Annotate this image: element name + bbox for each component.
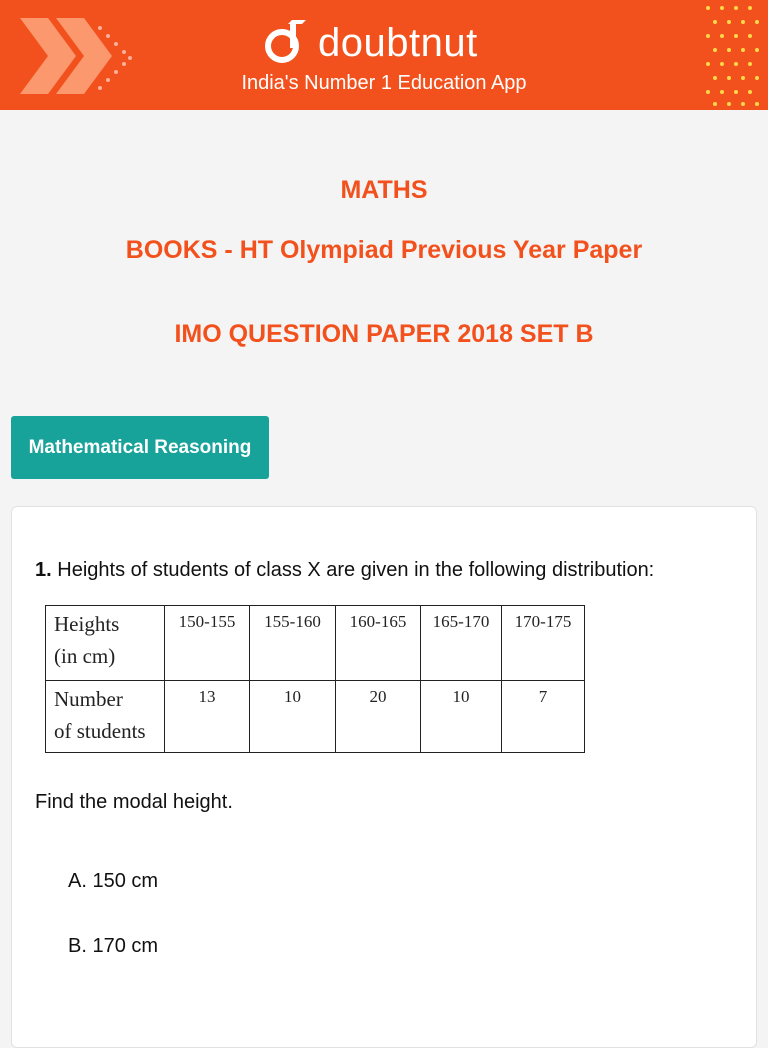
table-cell: 155-160 [250,606,336,681]
table-cell: 20 [336,681,421,753]
table-row-header: Number of students [46,681,165,753]
table-row [46,606,585,681]
brand-logo[interactable] [262,20,478,66]
question-text [35,559,735,582]
table-cell: 13 [165,681,250,753]
brand-name: doubtnut [318,21,478,65]
table-cell: 7 [502,681,585,753]
doubtnut-logo-icon [262,20,308,66]
question-prompt: Find the modal height. [35,791,233,813]
subject-title: MATHS [340,176,428,204]
table-cell: 160-165 [336,606,421,681]
question-number: 1. [35,559,52,581]
section-chip[interactable]: Mathematical Reasoning [11,416,269,479]
table-row-header: Heights (in cm) [46,606,165,681]
book-title: BOOKS - HT Olympiad Previous Year Paper [125,236,643,264]
option-a[interactable]: A. 150 cm [68,870,159,892]
table-cell: 10 [421,681,502,753]
table-cell: 150-155 [165,606,250,681]
distribution-table [45,605,585,753]
app-banner [0,0,768,110]
question-card [11,506,757,1048]
table-cell: 165-170 [421,606,502,681]
tagline: India's Number 1 Education App [241,72,527,94]
question-body: Heights of students of class X are given in the following distribution: [57,559,655,581]
option-b[interactable]: B. 170 cm [68,935,159,957]
table-row [46,681,585,753]
table-cell: 10 [250,681,336,753]
paper-title: IMO QUESTION PAPER 2018 SET B [174,320,594,348]
table-cell: 170-175 [502,606,585,681]
